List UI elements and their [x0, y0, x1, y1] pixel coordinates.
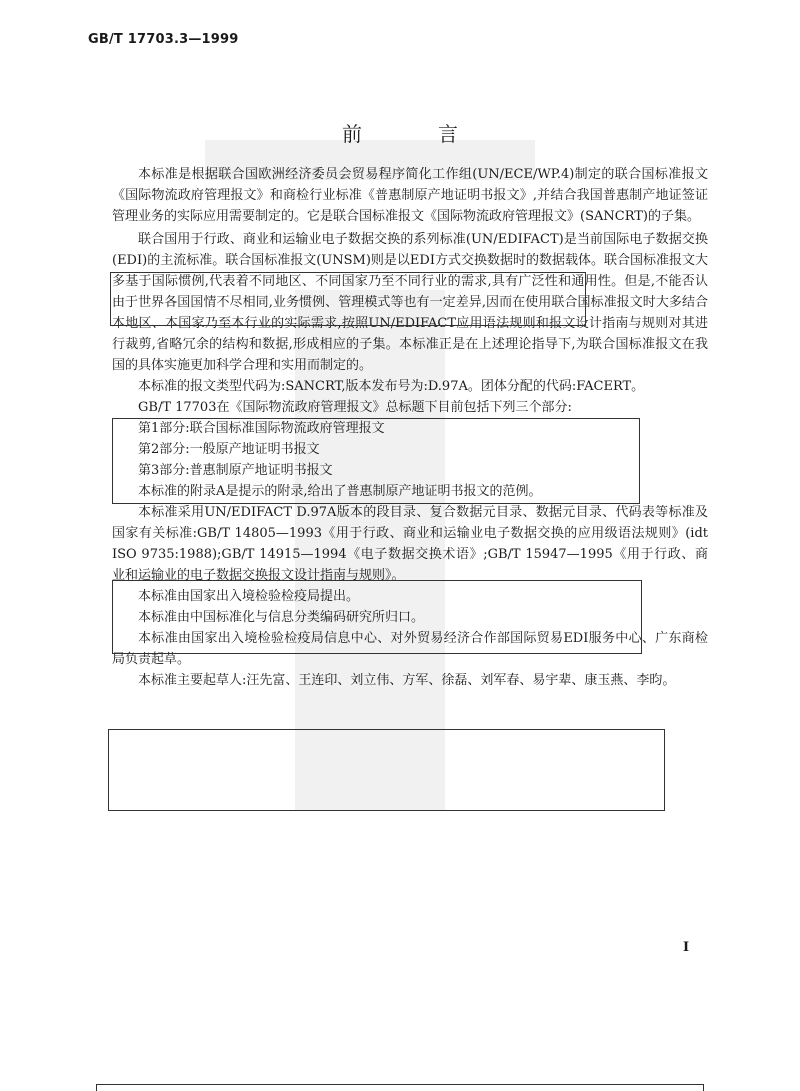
- paragraph: 本标准由中国标准化与信息分类编码研究所归口。: [138, 610, 425, 625]
- overlay-frame: [112, 418, 640, 504]
- standard-code: GB/T 17703.3—1999: [88, 32, 239, 47]
- paragraph: 本标准由国家出入境检验检疫局提出。: [138, 589, 360, 604]
- paragraph: 本标准主要起草人:汪先富、王连印、刘立伟、方军、徐磊、刘军春、易宇辈、康玉燕、李昀。: [138, 673, 676, 688]
- paragraph: 本标准采用UN/EDIFACT D.97A版本的段目录、复合数据元目录、数据元目录、代码表等标准及国家有关标准:GB/T 14805—1993《用于行政、商业和运输业电子数据交换的应用级语法规则》(idt ISO 9735:1988);GB/T 14915—1994《电子数据交换术语》;GB/T 15947—1995《用于行政、商业和运输业的电子数据交换报文设计指南与规则》。: [112, 505, 708, 583]
- page-number: I: [683, 940, 690, 955]
- paragraph: 联合国用于行政、商业和运输业电子数据交换的系列标准(UN/EDIFACT)是当前国际电子数据交换(EDI)的主流标准。联合国标准报文(UNSM)则是以EDI方式交换数据时的数据载体。联合国标准报文大多基于国际惯例,代表着不同地区、不同国家乃至不同行业的需求,具有广泛性和通用性。但是,不能否认由于世界各国国情不尽相同,业务惯例、管理模式等也有一定差异,因而在使用联合国标准报文时大多结合本地区、本国家乃至本行业的实际需求,按照UN/EDIFACT应用语法规则和报文设计指南与规则对其进行裁剪,省略冗余的结构和数据,形成相应的子集。本标准正是在上述理论指导下,为联合国标准报文在我国的具体实施更加科学合理和实用而制定的。: [112, 232, 708, 373]
- paragraph: GB/T 17703在《国际物流政府管理报文》总标题下目前包括下列三个部分:: [138, 400, 572, 415]
- blank-box: [108, 729, 665, 811]
- overlay-frame: [110, 272, 586, 326]
- paragraph: 本标准的附录A是提示的附录,给出了普惠制原产地证明书报文的范例。: [138, 484, 542, 499]
- list-item: 第2部分:一般原产地证明书报文: [138, 442, 320, 457]
- list-item: 第3部分:普惠制原产地证明书报文: [138, 463, 333, 478]
- page-title: 前 言: [342, 122, 486, 146]
- overlay-frame: [112, 580, 642, 654]
- paragraph: 本标准的报文类型代码为:SANCRT,版本发布号为:D.97A。团体分配的代码:FACERT。: [138, 379, 645, 394]
- paragraph: 本标准由国家出入境检验检疫局信息中心、对外贸易经济合作部国际贸易EDI服务中心、广东商检局负责起草。: [112, 631, 708, 667]
- paragraph: 本标准是根据联合国欧洲经济委员会贸易程序简化工作组(UN/ECE/WP.4)制定的联合国标准报文《国际物流政府管理报文》和商检行业标准《普惠制原产地证明书报文》,并结合我国普惠制产地证签证管理业务的实际应用需要制定的。它是联合国标准报文《国际物流政府管理报文》(SANCRT)的子集。: [112, 167, 708, 224]
- list-item: 第1部分:联合国标准国际物流政府管理报文: [138, 421, 385, 436]
